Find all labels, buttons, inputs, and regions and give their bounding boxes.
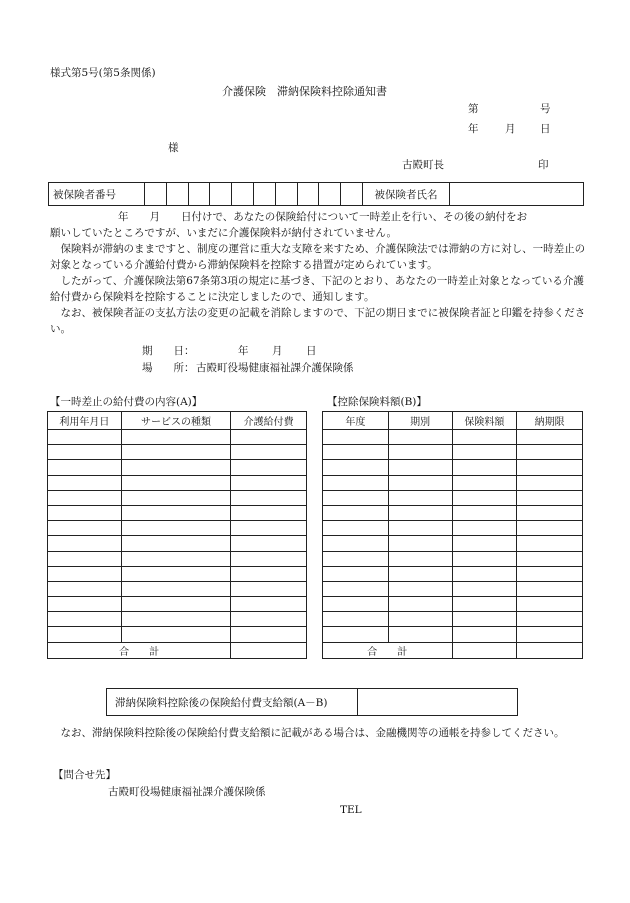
table-b-cell[interactable] xyxy=(517,581,583,596)
table-b-row xyxy=(323,566,583,581)
table-b-cell[interactable] xyxy=(452,490,517,505)
table-a-cell[interactable] xyxy=(48,551,122,566)
table-a-cell[interactable] xyxy=(231,505,307,520)
table-a-cell[interactable] xyxy=(231,581,307,596)
table-a-row xyxy=(48,460,307,475)
table-a-cell[interactable] xyxy=(231,521,307,536)
table-a-cell[interactable] xyxy=(121,490,231,505)
table-a-cell[interactable] xyxy=(231,460,307,475)
table-b-cell[interactable] xyxy=(452,445,517,460)
table-a-cell[interactable] xyxy=(121,627,231,642)
table-b-cell[interactable] xyxy=(517,445,583,460)
insured-number-digit-box[interactable] xyxy=(231,183,253,205)
table-b-row xyxy=(323,521,583,536)
table-a-header-service: サービスの種類 xyxy=(121,412,231,430)
body-p1-line1: 年 月 日付けで、あなたの保険給付について一時差止を行い、その後の納付をお xyxy=(118,211,528,223)
table-a-cell[interactable] xyxy=(48,430,122,445)
table-b-cell[interactable] xyxy=(388,505,452,520)
table-a-cell[interactable] xyxy=(48,460,122,475)
table-b-cell[interactable] xyxy=(517,566,583,581)
number-suffix: 号 xyxy=(540,103,551,115)
insured-number-digit-box[interactable] xyxy=(340,183,362,205)
body-p4: なお、被保険者証の支払方法の変更の記載を消除しますので、下記の期日までに被保険者証と印鑑を持参ください。 xyxy=(50,307,586,335)
table-b-cell[interactable] xyxy=(388,612,452,627)
table-a-cell[interactable] xyxy=(48,536,122,551)
table-a-cell[interactable] xyxy=(48,505,122,520)
table-b-cell[interactable] xyxy=(323,505,389,520)
table-b-cell[interactable] xyxy=(388,475,452,490)
payment-amount-field[interactable] xyxy=(358,689,517,715)
table-a-row xyxy=(48,536,307,551)
table-a-row xyxy=(48,430,307,445)
closing-note: なお、滞納保険料控除後の保険給付費支給額に記載がある場合は、金融機関等の通帳を持参してください。 xyxy=(50,727,565,739)
table-b-row xyxy=(323,581,583,596)
insured-number-digit-box[interactable] xyxy=(318,183,340,205)
table-a-row xyxy=(48,551,307,566)
table-a-cell[interactable] xyxy=(231,551,307,566)
table-a-cell[interactable] xyxy=(121,536,231,551)
appointment-place: 古殿町役場健康福祉課介護保険係 xyxy=(196,362,354,374)
insured-number-digit-box[interactable] xyxy=(253,183,275,205)
table-b-cell[interactable] xyxy=(388,627,452,642)
table-b-cell[interactable] xyxy=(517,536,583,551)
table-a-cell[interactable] xyxy=(48,445,122,460)
table-a-cell[interactable] xyxy=(231,597,307,612)
table-a-cell[interactable] xyxy=(121,597,231,612)
table-b-cell[interactable] xyxy=(452,551,517,566)
table-b-cell[interactable] xyxy=(452,460,517,475)
table-a-cell[interactable] xyxy=(48,490,122,505)
table-a xyxy=(47,411,307,659)
table-b-cell[interactable] xyxy=(323,490,389,505)
body-p3: したがって、介護保険法第67条第3項の規定に基づき、下記のとおり、あなたの一時差止対象となっている介護給付費から保険料を控除することに決定しましたので、通知します。 xyxy=(50,275,584,303)
appointment-day: 日 xyxy=(306,345,317,357)
table-b-cell[interactable] xyxy=(323,551,389,566)
insured-name-label: 被保険者氏名 xyxy=(362,183,449,205)
body-p2: 保険料が滞納のままですと、制度の運営に重大な支障を来すため、介護保険法では滞納の方に対し、一時差止の対象となっている介護給付費から滞納保険料を控除する措置が定められています。 xyxy=(50,243,586,271)
form-number: 様式第5号(第5条関係) xyxy=(50,67,156,79)
table-b-cell[interactable] xyxy=(452,627,517,642)
insured-number-digit-box[interactable] xyxy=(144,183,166,205)
table-b-total-label: 合 計 xyxy=(323,642,453,658)
table-b-total-amount[interactable] xyxy=(452,642,517,658)
table-b-row xyxy=(323,430,583,445)
table-b-cell[interactable] xyxy=(452,521,517,536)
document-title: 介護保険 滞納保険料控除通知書 xyxy=(222,85,387,98)
table-b-cell[interactable] xyxy=(388,430,452,445)
table-a-cell[interactable] xyxy=(231,612,307,627)
table-a-cell[interactable] xyxy=(48,627,122,642)
table-a-header-date: 利用年月日 xyxy=(48,412,122,430)
table-b xyxy=(322,411,583,659)
table-a-cell[interactable] xyxy=(121,581,231,596)
insured-id-row xyxy=(48,182,584,206)
table-b-cell[interactable] xyxy=(388,551,452,566)
insured-number-digit-box[interactable] xyxy=(275,183,297,205)
issuer: 古殿町長 xyxy=(402,159,444,171)
table-a-cell[interactable] xyxy=(121,475,231,490)
table-b-cell[interactable] xyxy=(452,612,517,627)
table-b-row xyxy=(323,551,583,566)
table-b-row xyxy=(323,597,583,612)
table-b-cell[interactable] xyxy=(517,521,583,536)
table-a-total-value[interactable] xyxy=(231,642,307,658)
table-b-cell[interactable] xyxy=(323,627,389,642)
date-month: 月 xyxy=(505,123,516,135)
table-a-row xyxy=(48,627,307,642)
table-a-cell[interactable] xyxy=(48,475,122,490)
table-b-cell[interactable] xyxy=(323,460,389,475)
appointment-date-label: 期 日： xyxy=(142,345,195,357)
table-b-header-period: 期別 xyxy=(388,412,452,430)
table-b-total-due[interactable] xyxy=(517,642,583,658)
table-b-cell[interactable] xyxy=(452,566,517,581)
table-a-cell[interactable] xyxy=(231,627,307,642)
table-b-cell[interactable] xyxy=(517,612,583,627)
table-a-row xyxy=(48,612,307,627)
table-b-cell[interactable] xyxy=(452,581,517,596)
appointment-year: 年 xyxy=(238,345,249,357)
table-b-cell[interactable] xyxy=(323,430,389,445)
recipient-honorific: 様 xyxy=(168,142,179,154)
table-a-cell[interactable] xyxy=(121,521,231,536)
table-a-cell[interactable] xyxy=(121,612,231,627)
table-a-cell[interactable] xyxy=(48,597,122,612)
table-a-cell[interactable] xyxy=(121,566,231,581)
insured-number-digit-box[interactable] xyxy=(297,183,319,205)
table-b-row xyxy=(323,505,583,520)
table-b-cell[interactable] xyxy=(517,460,583,475)
table-a-cell[interactable] xyxy=(231,566,307,581)
table-a-cell[interactable] xyxy=(231,445,307,460)
table-a-cell[interactable] xyxy=(231,490,307,505)
table-b-cell[interactable] xyxy=(323,475,389,490)
table-b-cell[interactable] xyxy=(323,581,389,596)
table-a-cell[interactable] xyxy=(48,566,122,581)
contact-label: 【問合せ先】 xyxy=(53,769,116,781)
table-b-header-year: 年度 xyxy=(323,412,389,430)
table-b-row xyxy=(323,475,583,490)
table-a-row xyxy=(48,566,307,581)
table-a-cell[interactable] xyxy=(121,445,231,460)
table-b-cell[interactable] xyxy=(517,490,583,505)
table-a-cell[interactable] xyxy=(231,475,307,490)
table-b-row xyxy=(323,612,583,627)
contact-tel: TEL xyxy=(340,804,362,816)
table-b-cell[interactable] xyxy=(323,566,389,581)
table-b-row xyxy=(323,490,583,505)
table-b-cell[interactable] xyxy=(452,597,517,612)
table-b-cell[interactable] xyxy=(452,505,517,520)
table-a-cell[interactable] xyxy=(231,536,307,551)
table-a-row xyxy=(48,445,307,460)
appointment-month: 月 xyxy=(272,345,283,357)
seal-mark: 印 xyxy=(538,159,549,171)
table-b-cell[interactable] xyxy=(452,430,517,445)
body-p1-line2: 願いしていたところですが、いまだに介護保険料が納付されていません。 xyxy=(50,227,398,239)
table-b-cell[interactable] xyxy=(517,597,583,612)
table-a-row xyxy=(48,521,307,536)
table-b-cell[interactable] xyxy=(388,445,452,460)
table-b-cell[interactable] xyxy=(323,536,389,551)
table-b-cell[interactable] xyxy=(388,581,452,596)
table-a-row xyxy=(48,475,307,490)
date-year: 年 xyxy=(468,123,479,135)
table-b-row xyxy=(323,460,583,475)
number-label: 第 xyxy=(468,103,479,115)
payment-box xyxy=(106,688,518,716)
insured-number-label: 被保険者番号 xyxy=(53,188,116,201)
table-a-cell[interactable] xyxy=(231,430,307,445)
table-b-cell[interactable] xyxy=(388,460,452,475)
table-b-cell[interactable] xyxy=(517,505,583,520)
insured-name-field[interactable] xyxy=(449,183,583,205)
table-b-cell[interactable] xyxy=(388,490,452,505)
table-b-cell[interactable] xyxy=(517,475,583,490)
table-a-row xyxy=(48,581,307,596)
date-day: 日 xyxy=(540,123,551,135)
table-b-row xyxy=(323,445,583,460)
table-a-cell[interactable] xyxy=(121,430,231,445)
table-a-row xyxy=(48,597,307,612)
table-a-header-amount: 介護給付費 xyxy=(231,412,307,430)
table-a-cell[interactable] xyxy=(48,612,122,627)
table-a-cell[interactable] xyxy=(121,551,231,566)
insured-number-digit-box[interactable] xyxy=(166,183,188,205)
table-b-cell[interactable] xyxy=(517,627,583,642)
table-b-cell[interactable] xyxy=(323,445,389,460)
table-a-cell[interactable] xyxy=(48,581,122,596)
table-a-cell[interactable] xyxy=(121,460,231,475)
table-b-cell[interactable] xyxy=(323,521,389,536)
table-b-cell[interactable] xyxy=(388,521,452,536)
table-b-cell[interactable] xyxy=(323,597,389,612)
table-b-cell[interactable] xyxy=(388,536,452,551)
table-b-cell[interactable] xyxy=(517,551,583,566)
table-b-cell[interactable] xyxy=(323,612,389,627)
table-a-row xyxy=(48,490,307,505)
payment-label: 滞納保険料控除後の保険給付費支給額(A－B) xyxy=(107,689,358,715)
insured-number-digit-box[interactable] xyxy=(188,183,210,205)
table-a-cell[interactable] xyxy=(121,505,231,520)
table-b-header-due: 納期限 xyxy=(517,412,583,430)
contact-office: 古殿町役場健康福祉課介護保険係 xyxy=(108,786,266,798)
table-b-cell[interactable] xyxy=(388,597,452,612)
table-b-cell[interactable] xyxy=(452,475,517,490)
table-a-total-label: 合 計 xyxy=(48,642,231,658)
table-b-title: 【控除保険料額(B)】 xyxy=(327,396,427,408)
table-b-cell[interactable] xyxy=(452,536,517,551)
table-a-row xyxy=(48,505,307,520)
table-a-cell[interactable] xyxy=(48,521,122,536)
table-b-cell[interactable] xyxy=(517,430,583,445)
table-b-row xyxy=(323,627,583,642)
insured-number-digit-box[interactable] xyxy=(209,183,231,205)
appointment-place-label: 場 所： xyxy=(142,362,195,374)
table-b-row xyxy=(323,536,583,551)
table-a-title: 【一時差止の給付費の内容(A)】 xyxy=(50,396,203,408)
table-b-header-amount: 保険料額 xyxy=(452,412,517,430)
insured-number-boxes[interactable] xyxy=(144,183,362,205)
table-b-cell[interactable] xyxy=(388,566,452,581)
